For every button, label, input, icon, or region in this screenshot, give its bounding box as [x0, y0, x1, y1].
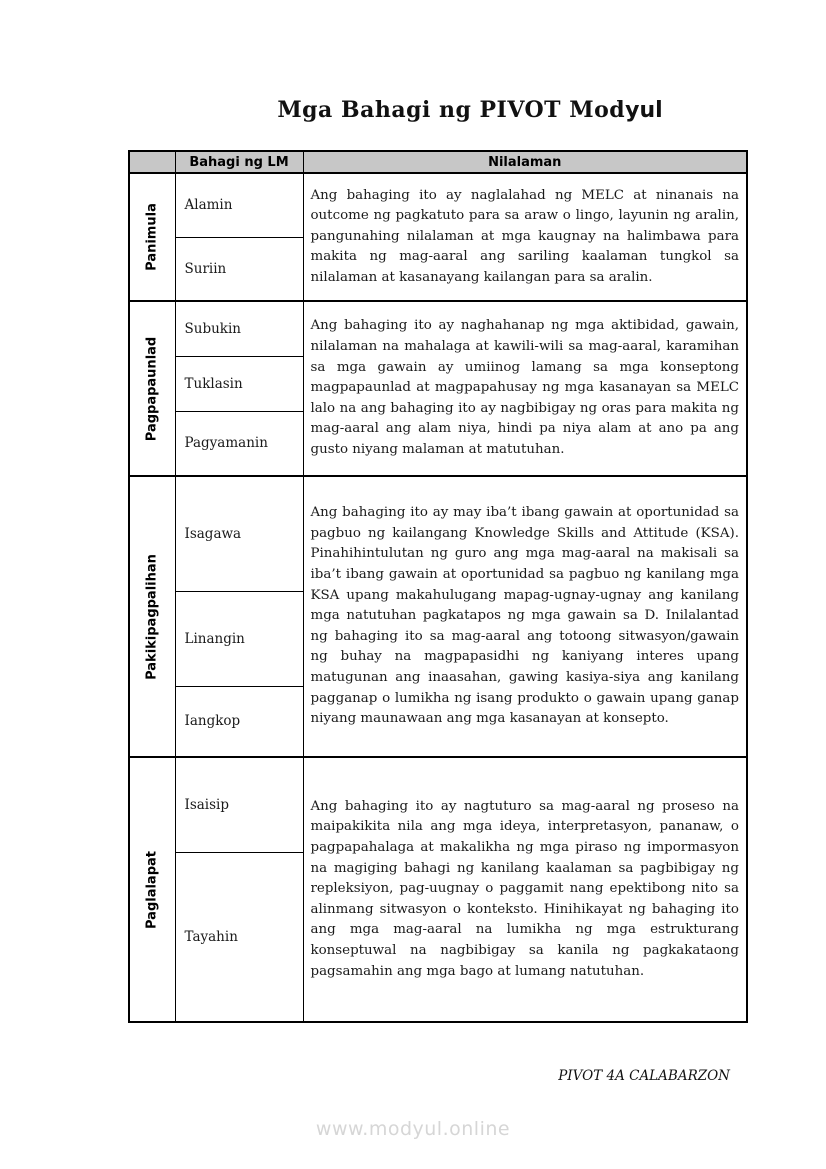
part-tuklasin: Tuklasin: [175, 356, 303, 411]
content-text: Ang bahaging ito ay naglalahad ng MELC at ninanais na outcome ng pagkatuto para sa araw o lingo, layunin ng aralin, pangunahing nilalaman at mga kaugnay na halimbawa para makita ng mag-aaral ang sariling kaalaman tungkol sa nilalaman at kasanayang kailangan para sa aralin.: [310, 187, 739, 285]
header-nilalaman: Nilalaman: [303, 151, 747, 173]
table-row: [129, 173, 747, 237]
part-isagawa: Isagawa: [175, 476, 303, 591]
part-isaisip: Isaisip: [175, 757, 303, 852]
section-label-text: Pakikipagpalihan: [144, 553, 160, 680]
content-pagpapaunlad: [303, 301, 747, 476]
part-tayahin: Tayahin: [175, 852, 303, 1022]
section-label-text: Paglalapat: [144, 850, 160, 929]
table-header-row: [129, 151, 747, 173]
part-pagyamanin: Pagyamanin: [175, 411, 303, 476]
header-section-blank: [129, 151, 175, 173]
footer-label: PIVOT 4A CALABARZON: [558, 1068, 730, 1084]
table-row: [129, 757, 747, 852]
section-label-pakikipagpalihan: [129, 476, 175, 757]
section-label-text: Panimula: [144, 203, 160, 271]
content-text: Ang bahaging ito ay may iba’t ibang gawain at oportunidad sa pagbuo ng kailangang Knowledge Skills and Attitude (KSA). Pinahihintulutan ng guro ang mga mag-aaral na makisali sa iba’t ibang gawain at oportunidad sa pagbuo ng kanilang mga KSA upang makahulugang mapag-ugnay-ugnay ang kanilang mga natutuhan pagkatapos ng mga gawain sa D. Inilalantad ng bahaging ito sa mag-aaral ang totoong sitwasyon/gawain ng buhay na magpapasidhi ng kaniyang interes upang matugunan ang inaasahan, gawing kasiya-siya ang kanilang pagganap o lumikha ng isang produkto o gawain upang ganap niyang maunawaan ang mga kasanayan at konsepto.: [310, 505, 739, 727]
section-label-pagpapaunlad: [129, 301, 175, 476]
content-text: Ang bahaging ito ay nagtuturo sa mag-aaral ng proseso na maipakikita nila ang mga ideya, interpretasyon, pananaw, o pagpapahalaga at makalikha ng mga piraso ng impormasyon na magiging bahagi ng kanilang kaalaman sa pagbibigay ng repleksiyon, pag-uugnay o paggamit nang epektibong nito sa alinmang sitwasyon o konteksto. Hinihikayat ng bahaging ito ang mga mag-aaral na lumikha ng mga estrukturang konseptuwal na nagbibigay sa kanila ng pagkakataong pagsamahin ang mga bago at lumang natutuhan.: [310, 798, 739, 979]
content-panimula: [303, 173, 747, 301]
pivot-module-table: [128, 150, 748, 1023]
header-bahagi-ng-lm: Bahagi ng LM: [175, 151, 303, 173]
content-paglalapat: [303, 757, 747, 1022]
section-label-panimula: [129, 173, 175, 301]
page-title: [277, 97, 662, 123]
part-suriin: Suriin: [175, 237, 303, 301]
content-pakikipagpalihan: [303, 476, 747, 757]
part-subukin: Subukin: [175, 301, 303, 356]
section-label-text: Pagpapaunlad: [144, 336, 160, 441]
table-row: [129, 476, 747, 591]
table-row: [129, 301, 747, 356]
part-alamin: Alamin: [175, 173, 303, 237]
watermark-text: www.modyul.online: [315, 1118, 511, 1140]
part-iangkop: Iangkop: [175, 686, 303, 757]
page-title-main: Mga Bahagi ng PIVOT Mod: [277, 97, 626, 123]
content-text: Ang bahaging ito ay naghahanap ng mga aktibidad, gawain, nilalaman na mahalaga at kawili-wili sa mag-aaral, karamihan sa mga gawain ay umiinog lamang sa mga konseptong magpapaunlad at magpapahusay ng mga kasanayan sa MELC lalo na ang bahaging ito ay nagbibigay ng oras para makita ng mag-aaral ang alam niya, hindi pa niya alam at ano pa ang gusto niyang malaman at matutuhan.: [310, 318, 739, 457]
part-linangin: Linangin: [175, 591, 303, 686]
page-title-suffix: yul: [625, 98, 663, 123]
section-label-paglalapat: [129, 757, 175, 1022]
